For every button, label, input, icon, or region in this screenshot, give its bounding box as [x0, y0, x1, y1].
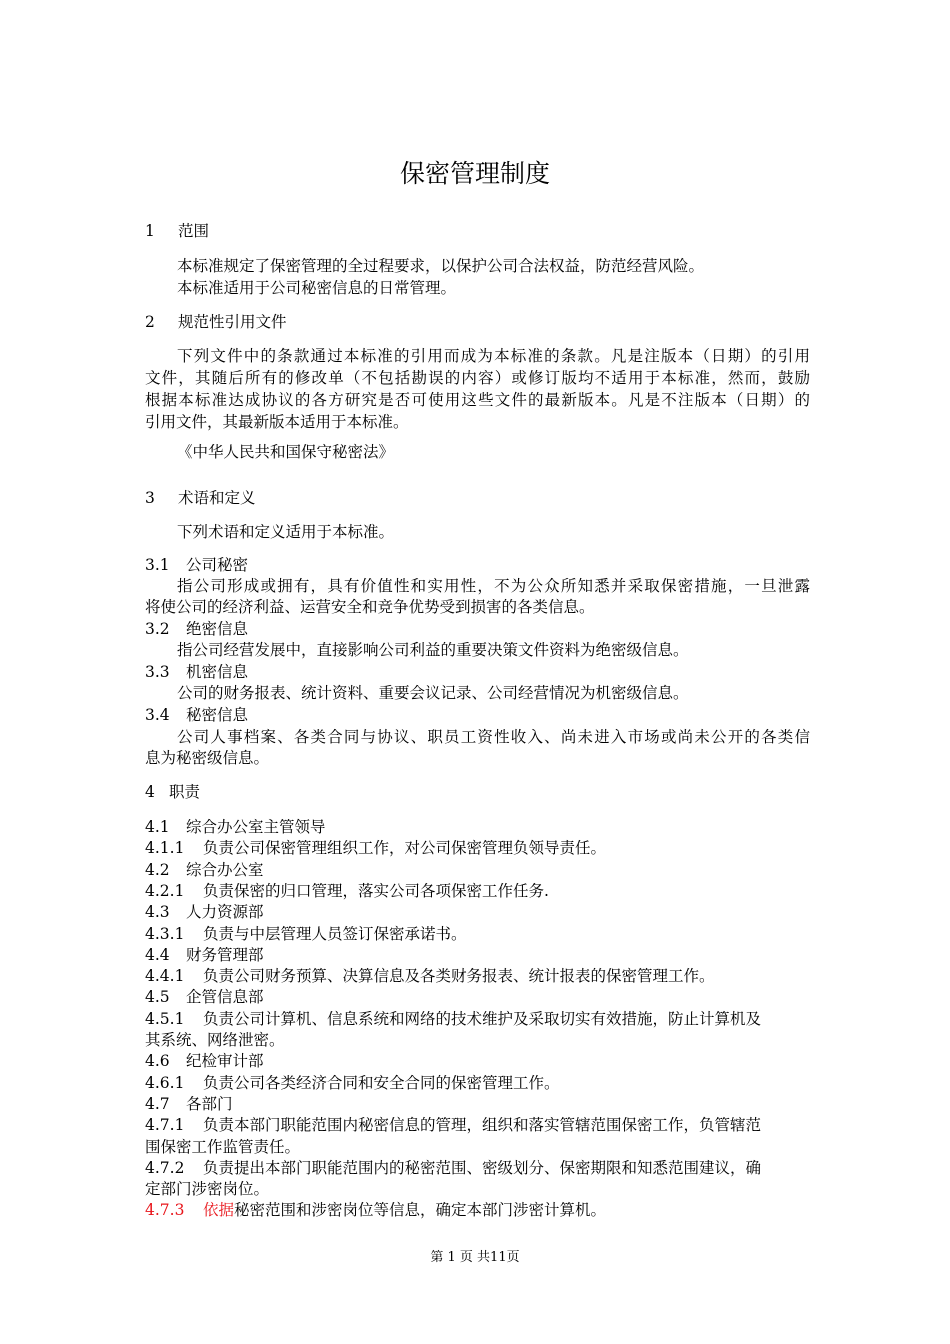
subsection-number: 3.1 — [145, 556, 170, 574]
item-text: 负责公司各类经济合同和安全合同的保密管理工作。 — [203, 1073, 560, 1092]
item-text: 其系统、网络泄密。 — [145, 1031, 285, 1049]
item-number: 4.4 — [145, 945, 170, 964]
section-title: 规范性引用文件 — [178, 313, 287, 331]
item-text: 负责与中层管理人员签订保密承诺书。 — [203, 924, 467, 943]
item-text: 负责公司保密管理组织工作，对公司保密管理负领导责任。 — [203, 839, 607, 858]
item-number: 4.7.2 — [145, 1158, 185, 1177]
responsibility-item — [145, 817, 810, 838]
item-number: 4.2.1 — [145, 881, 185, 900]
item-number: 4.1 — [145, 818, 170, 836]
paragraph: 本标准适用于公司秘密信息的日常管理。 — [177, 279, 457, 297]
responsibility-item — [145, 945, 810, 966]
paragraph: 本标准规定了保密管理的全过程要求，以保护公司合法权益，防范经营风险。 — [177, 257, 705, 275]
item-number: 4.7 — [145, 1094, 170, 1113]
subsection-title: 机密信息 — [186, 663, 249, 681]
section-number: 1 — [145, 222, 155, 240]
subsection-heading — [145, 705, 810, 726]
subsection-heading — [145, 662, 810, 683]
item-text: 负责公司财务预算、决算信息及各类财务报表、统计报表的保密管理工作。 — [203, 967, 715, 986]
item-number: 4.3.1 — [145, 924, 185, 943]
section-2-heading — [145, 312, 810, 333]
subsection-title: 秘密信息 — [186, 706, 249, 724]
item-text: 纪检审计部 — [186, 1052, 264, 1071]
paragraph-line: 引用文件，其最新版本适用于本标准。 — [145, 413, 409, 431]
item-text: 负责保密的归口管理，落实公司各项保密工作任务. — [203, 881, 549, 900]
responsibility-item — [145, 1158, 810, 1179]
subsection-number: 3.3 — [145, 663, 170, 681]
subsection-number: 3.2 — [145, 620, 170, 638]
document-title: 保密管理制度 — [399, 159, 550, 188]
responsibility-item — [145, 1051, 810, 1072]
section-3-heading — [145, 488, 810, 509]
item-text: 负责提出本部门职能范围内的秘密范围、密级划分、保密期限和知悉范围建议，确 — [203, 1158, 762, 1177]
responsibility-item — [145, 881, 810, 902]
page-footer: 第 1 页 共11页 — [430, 1250, 520, 1265]
highlighted-clause — [145, 1200, 810, 1221]
paragraph: 下列术语和定义适用于本标准。 — [177, 523, 395, 541]
item-text: 负责公司计算机、信息系统和网络的技术维护及采取切实有效措施，防止计算机及 — [203, 1009, 762, 1028]
clause-text: 秘密范围和涉密岗位等信息，确定本部门涉密计算机。 — [234, 1201, 607, 1220]
paragraph-line: 文件，其随后所有的修改单（不包括勘误的内容）或修订版均不适用于本标准，然而，鼓励 — [145, 369, 810, 387]
responsibility-item — [145, 987, 810, 1008]
subsection-number: 3.4 — [145, 706, 170, 724]
responsibility-item — [145, 1115, 810, 1136]
responsibility-item — [145, 1009, 810, 1030]
responsibility-item — [145, 924, 810, 945]
item-text: 各部门 — [186, 1094, 233, 1113]
paragraph-line: 公司人事档案、各类合同与协议、职员工资性收入、尚未进入市场或尚未公开的各类信 — [177, 728, 810, 746]
responsibility-item-continuation — [145, 1179, 810, 1200]
section-title: 职责 — [169, 783, 201, 801]
section-number: 3 — [145, 489, 155, 507]
responsibility-item — [145, 902, 810, 923]
responsibility-item — [145, 1094, 810, 1115]
item-text: 围保密工作监管责任。 — [145, 1137, 301, 1156]
highlighted-text: 依据 — [203, 1201, 235, 1220]
item-number: 4.6.1 — [145, 1073, 185, 1092]
clause-number: 4.7.3 — [145, 1201, 185, 1220]
subsection-heading — [145, 619, 810, 640]
item-text: 综合办公室主管领导 — [186, 818, 326, 836]
responsibility-item-continuation — [145, 1030, 810, 1051]
paragraph-line: 公司的财务报表、统计资料、重要会议记录、公司经营情况为机密级信息。 — [177, 684, 689, 702]
responsibility-item — [145, 860, 810, 881]
item-text: 企管信息部 — [186, 988, 264, 1007]
section-title: 术语和定义 — [178, 489, 256, 507]
item-number: 4.1.1 — [145, 839, 185, 858]
responsibility-item — [145, 1073, 810, 1094]
item-number: 4.2 — [145, 860, 170, 879]
item-number: 4.5 — [145, 988, 170, 1007]
item-number: 4.5.1 — [145, 1009, 185, 1028]
paragraph-line: 根据本标准达成协议的各方研究是否可使用这些文件的最新版本。凡是不注版本（日期）的 — [145, 391, 810, 409]
item-number: 4.7.1 — [145, 1116, 185, 1135]
section-title: 范围 — [178, 222, 210, 240]
item-text: 综合办公室 — [186, 860, 264, 879]
paragraph-line: 指公司形成或拥有，具有价值性和实用性，不为公众所知悉并采取保密措施，一旦泄露 — [177, 577, 810, 595]
subsection-title: 绝密信息 — [186, 620, 249, 638]
item-number: 4.3 — [145, 903, 170, 922]
item-number: 4.4.1 — [145, 967, 185, 986]
item-text: 定部门涉密岗位。 — [145, 1180, 270, 1199]
item-text: 财务管理部 — [186, 945, 264, 964]
item-text: 负责本部门职能范围内秘密信息的管理，组织和落实管辖范围保密工作，负管辖范 — [203, 1116, 762, 1135]
section-1-heading — [145, 221, 810, 242]
paragraph-line: 将使公司的经济利益、运营安全和竞争优势受到损害的各类信息。 — [145, 598, 595, 616]
subsection-heading — [145, 555, 810, 576]
paragraph-line: 指公司经营发展中，直接影响公司利益的重要决策文件资料为绝密级信息。 — [177, 641, 689, 659]
responsibility-item-continuation — [145, 1137, 810, 1158]
reference-document: 《中华人民共和国保守秘密法》 — [177, 443, 395, 461]
section-number: 2 — [145, 313, 155, 331]
section-number: 4 — [145, 783, 155, 801]
paragraph-line: 下列文件中的条款通过本标准的引用而成为本标准的条款。凡是注版本（日期）的引用 — [177, 347, 810, 365]
paragraph-line: 息为秘密级信息。 — [145, 749, 270, 767]
subsection-title: 公司秘密 — [186, 556, 249, 574]
section-4-heading — [145, 782, 810, 803]
item-number: 4.6 — [145, 1052, 170, 1071]
responsibility-item — [145, 838, 810, 859]
responsibility-item — [145, 966, 810, 987]
item-text: 人力资源部 — [186, 903, 264, 922]
